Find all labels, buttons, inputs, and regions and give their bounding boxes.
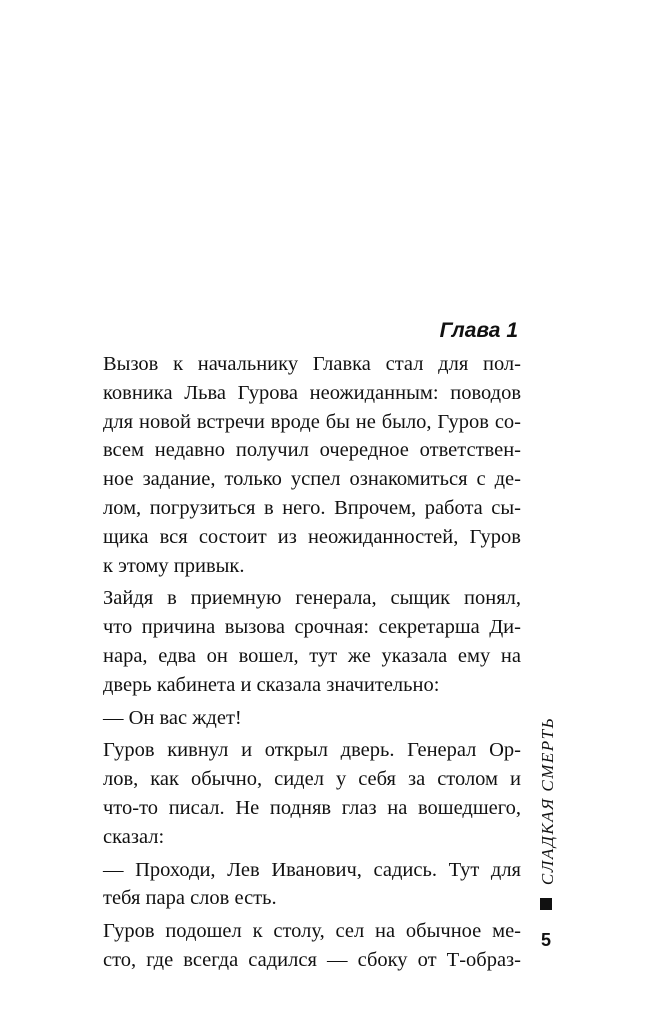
text-line: ное задание, только успел ознакомиться с де- (103, 468, 521, 491)
text-line: что причина вызова срочная: секретарша Ди- (103, 616, 521, 639)
square-marker-icon (540, 898, 552, 910)
text-line: сто, где всегда садился — сбоку от Т-образ- (103, 948, 521, 971)
text-line: Гуров кивнул и открыл дверь. Генерал Ор- (103, 739, 521, 762)
text-line: Зайдя в приемную генерала, сыщик понял, (103, 587, 521, 610)
text-line: — Проходи, Лев Иванович, садись. Тут для (103, 858, 521, 881)
text-line: лом, погрузиться в него. Впрочем, работа сы- (103, 496, 521, 519)
text-line: тебя пара слов есть. (103, 887, 277, 910)
text-line: — Он вас ждет! (103, 706, 242, 729)
body-text (103, 350, 521, 975)
text-line: нара, едва он вошел, тут же указала ему на (103, 644, 521, 667)
text-line: щика вся состоит из неожиданностей, Гуров (103, 525, 521, 548)
text-line: ковника Льва Гурова неожиданным: поводов (103, 381, 521, 404)
text-line: для новой встречи вроде бы не было, Гуров со- (103, 410, 521, 433)
text-line: лов, как обычно, сидел у себя за столом и (103, 768, 521, 791)
paragraph (103, 856, 521, 914)
page-number: 5 (540, 930, 551, 950)
paragraph (103, 350, 521, 580)
text-line: Вызов к начальнику Главка стал для пол- (103, 353, 521, 375)
text-line: дверь кабинета и сказала значительно: (103, 673, 440, 696)
text-line: что-то писал. Не подняв глаз на вошедшего, (103, 796, 521, 819)
chapter-heading: Глава 1 (439, 319, 518, 342)
paragraph (103, 736, 521, 851)
paragraph (103, 704, 521, 733)
text-line: к этому привык. (103, 554, 245, 577)
paragraph (103, 917, 521, 975)
text-line: Гуров подошел к столу, сел на обычное ме- (103, 920, 521, 943)
running-title (534, 718, 562, 884)
paragraph (103, 584, 521, 699)
text-line: всем недавно получил очередное ответствен- (103, 439, 521, 462)
text-line: сказал: (103, 825, 165, 848)
running-title-text: СЛАДКАЯ СМЕРТЬ (538, 716, 557, 886)
